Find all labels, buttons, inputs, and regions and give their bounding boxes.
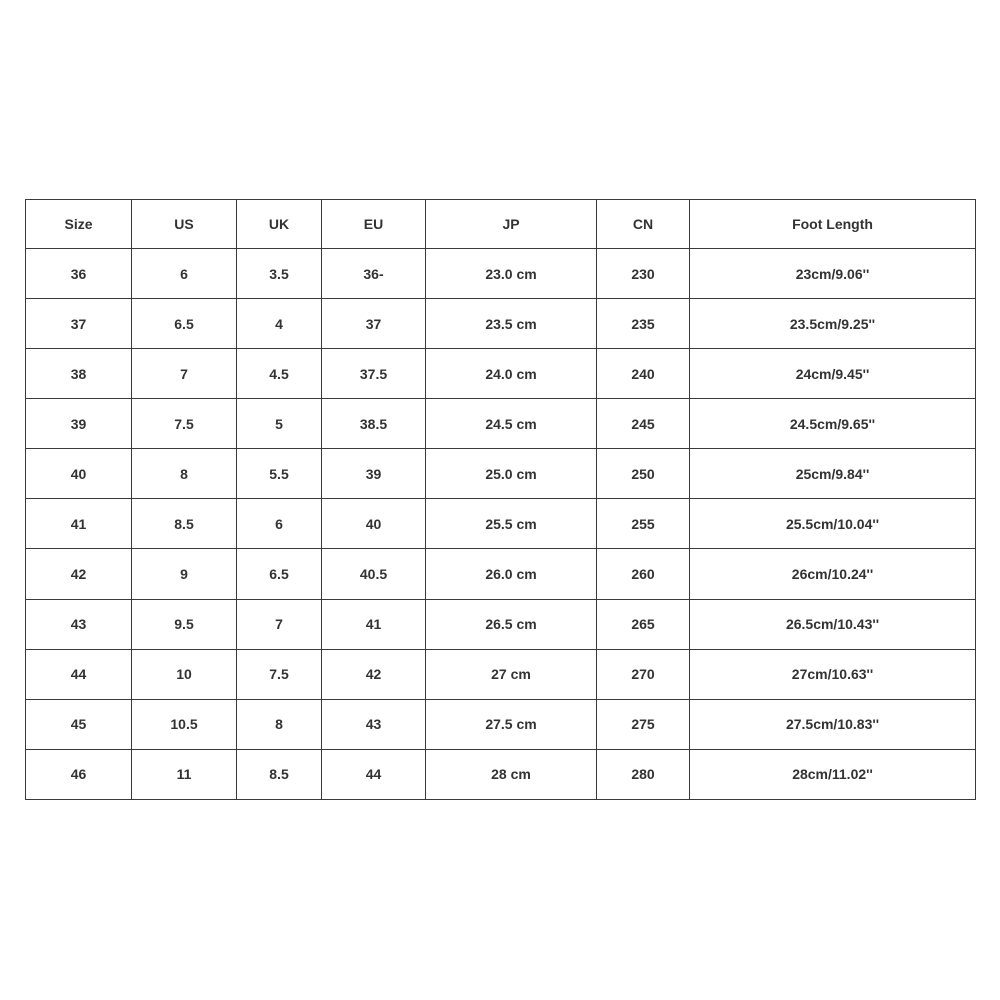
cell-foot-length: 24.5cm/9.65'' [690, 399, 976, 449]
table-row [26, 349, 976, 399]
cell-jp: 25.0 cm [426, 449, 597, 499]
cell-uk: 6 [237, 499, 322, 549]
table-row [26, 599, 976, 649]
cell-size: 36 [26, 249, 132, 299]
cell-size: 43 [26, 599, 132, 649]
cell-cn: 275 [597, 699, 690, 749]
cell-size: 42 [26, 549, 132, 599]
cell-foot-length: 26.5cm/10.43'' [690, 599, 976, 649]
cell-eu: 44 [322, 749, 426, 799]
cell-us: 7 [132, 349, 237, 399]
cell-us: 8.5 [132, 499, 237, 549]
cell-foot-length: 25.5cm/10.04'' [690, 499, 976, 549]
cell-size: 41 [26, 499, 132, 549]
cell-eu: 39 [322, 449, 426, 499]
cell-eu: 40.5 [322, 549, 426, 599]
table-row [26, 649, 976, 699]
cell-us: 7.5 [132, 399, 237, 449]
cell-us: 11 [132, 749, 237, 799]
cell-uk: 7 [237, 599, 322, 649]
cell-eu: 40 [322, 499, 426, 549]
cell-foot-length: 25cm/9.84'' [690, 449, 976, 499]
cell-cn: 270 [597, 649, 690, 699]
cell-size: 37 [26, 299, 132, 349]
table-row [26, 499, 976, 549]
cell-us: 9 [132, 549, 237, 599]
cell-jp: 26.0 cm [426, 549, 597, 599]
header-cn: CN [597, 200, 690, 249]
cell-jp: 24.5 cm [426, 399, 597, 449]
cell-uk: 4.5 [237, 349, 322, 399]
cell-eu: 37.5 [322, 349, 426, 399]
cell-eu: 38.5 [322, 399, 426, 449]
cell-cn: 245 [597, 399, 690, 449]
cell-jp: 27.5 cm [426, 699, 597, 749]
cell-uk: 4 [237, 299, 322, 349]
cell-size: 46 [26, 749, 132, 799]
cell-eu: 43 [322, 699, 426, 749]
header-uk: UK [237, 200, 322, 249]
cell-jp: 28 cm [426, 749, 597, 799]
cell-uk: 8 [237, 699, 322, 749]
cell-cn: 230 [597, 249, 690, 299]
cell-cn: 255 [597, 499, 690, 549]
cell-us: 9.5 [132, 599, 237, 649]
cell-cn: 250 [597, 449, 690, 499]
cell-us: 6.5 [132, 299, 237, 349]
table-row [26, 549, 976, 599]
cell-cn: 240 [597, 349, 690, 399]
cell-cn: 265 [597, 599, 690, 649]
cell-foot-length: 23cm/9.06'' [690, 249, 976, 299]
cell-jp: 26.5 cm [426, 599, 597, 649]
size-chart-table [25, 199, 976, 800]
cell-size: 45 [26, 699, 132, 749]
cell-cn: 235 [597, 299, 690, 349]
cell-foot-length: 27cm/10.63'' [690, 649, 976, 699]
table-row [26, 749, 976, 799]
table-body [26, 249, 976, 800]
cell-jp: 23.0 cm [426, 249, 597, 299]
header-size: Size [26, 200, 132, 249]
cell-uk: 7.5 [237, 649, 322, 699]
table-row [26, 249, 976, 299]
cell-size: 44 [26, 649, 132, 699]
header-jp: JP [426, 200, 597, 249]
table-row [26, 449, 976, 499]
cell-us: 10.5 [132, 699, 237, 749]
cell-jp: 23.5 cm [426, 299, 597, 349]
cell-us: 6 [132, 249, 237, 299]
cell-size: 38 [26, 349, 132, 399]
table-row [26, 399, 976, 449]
cell-cn: 280 [597, 749, 690, 799]
cell-us: 10 [132, 649, 237, 699]
cell-jp: 25.5 cm [426, 499, 597, 549]
cell-foot-length: 26cm/10.24'' [690, 549, 976, 599]
cell-uk: 6.5 [237, 549, 322, 599]
cell-size: 39 [26, 399, 132, 449]
table-row [26, 699, 976, 749]
cell-foot-length: 27.5cm/10.83'' [690, 699, 976, 749]
cell-size: 40 [26, 449, 132, 499]
cell-jp: 27 cm [426, 649, 597, 699]
cell-cn: 260 [597, 549, 690, 599]
cell-uk: 5 [237, 399, 322, 449]
cell-foot-length: 24cm/9.45'' [690, 349, 976, 399]
cell-uk: 5.5 [237, 449, 322, 499]
cell-eu: 37 [322, 299, 426, 349]
header-row [26, 200, 976, 249]
table-row [26, 299, 976, 349]
cell-foot-length: 28cm/11.02'' [690, 749, 976, 799]
header-us: US [132, 200, 237, 249]
header-foot-length: Foot Length [690, 200, 976, 249]
cell-eu: 42 [322, 649, 426, 699]
cell-us: 8 [132, 449, 237, 499]
header-eu: EU [322, 200, 426, 249]
cell-jp: 24.0 cm [426, 349, 597, 399]
cell-foot-length: 23.5cm/9.25'' [690, 299, 976, 349]
cell-uk: 3.5 [237, 249, 322, 299]
cell-eu: 41 [322, 599, 426, 649]
cell-eu: 36- [322, 249, 426, 299]
cell-uk: 8.5 [237, 749, 322, 799]
